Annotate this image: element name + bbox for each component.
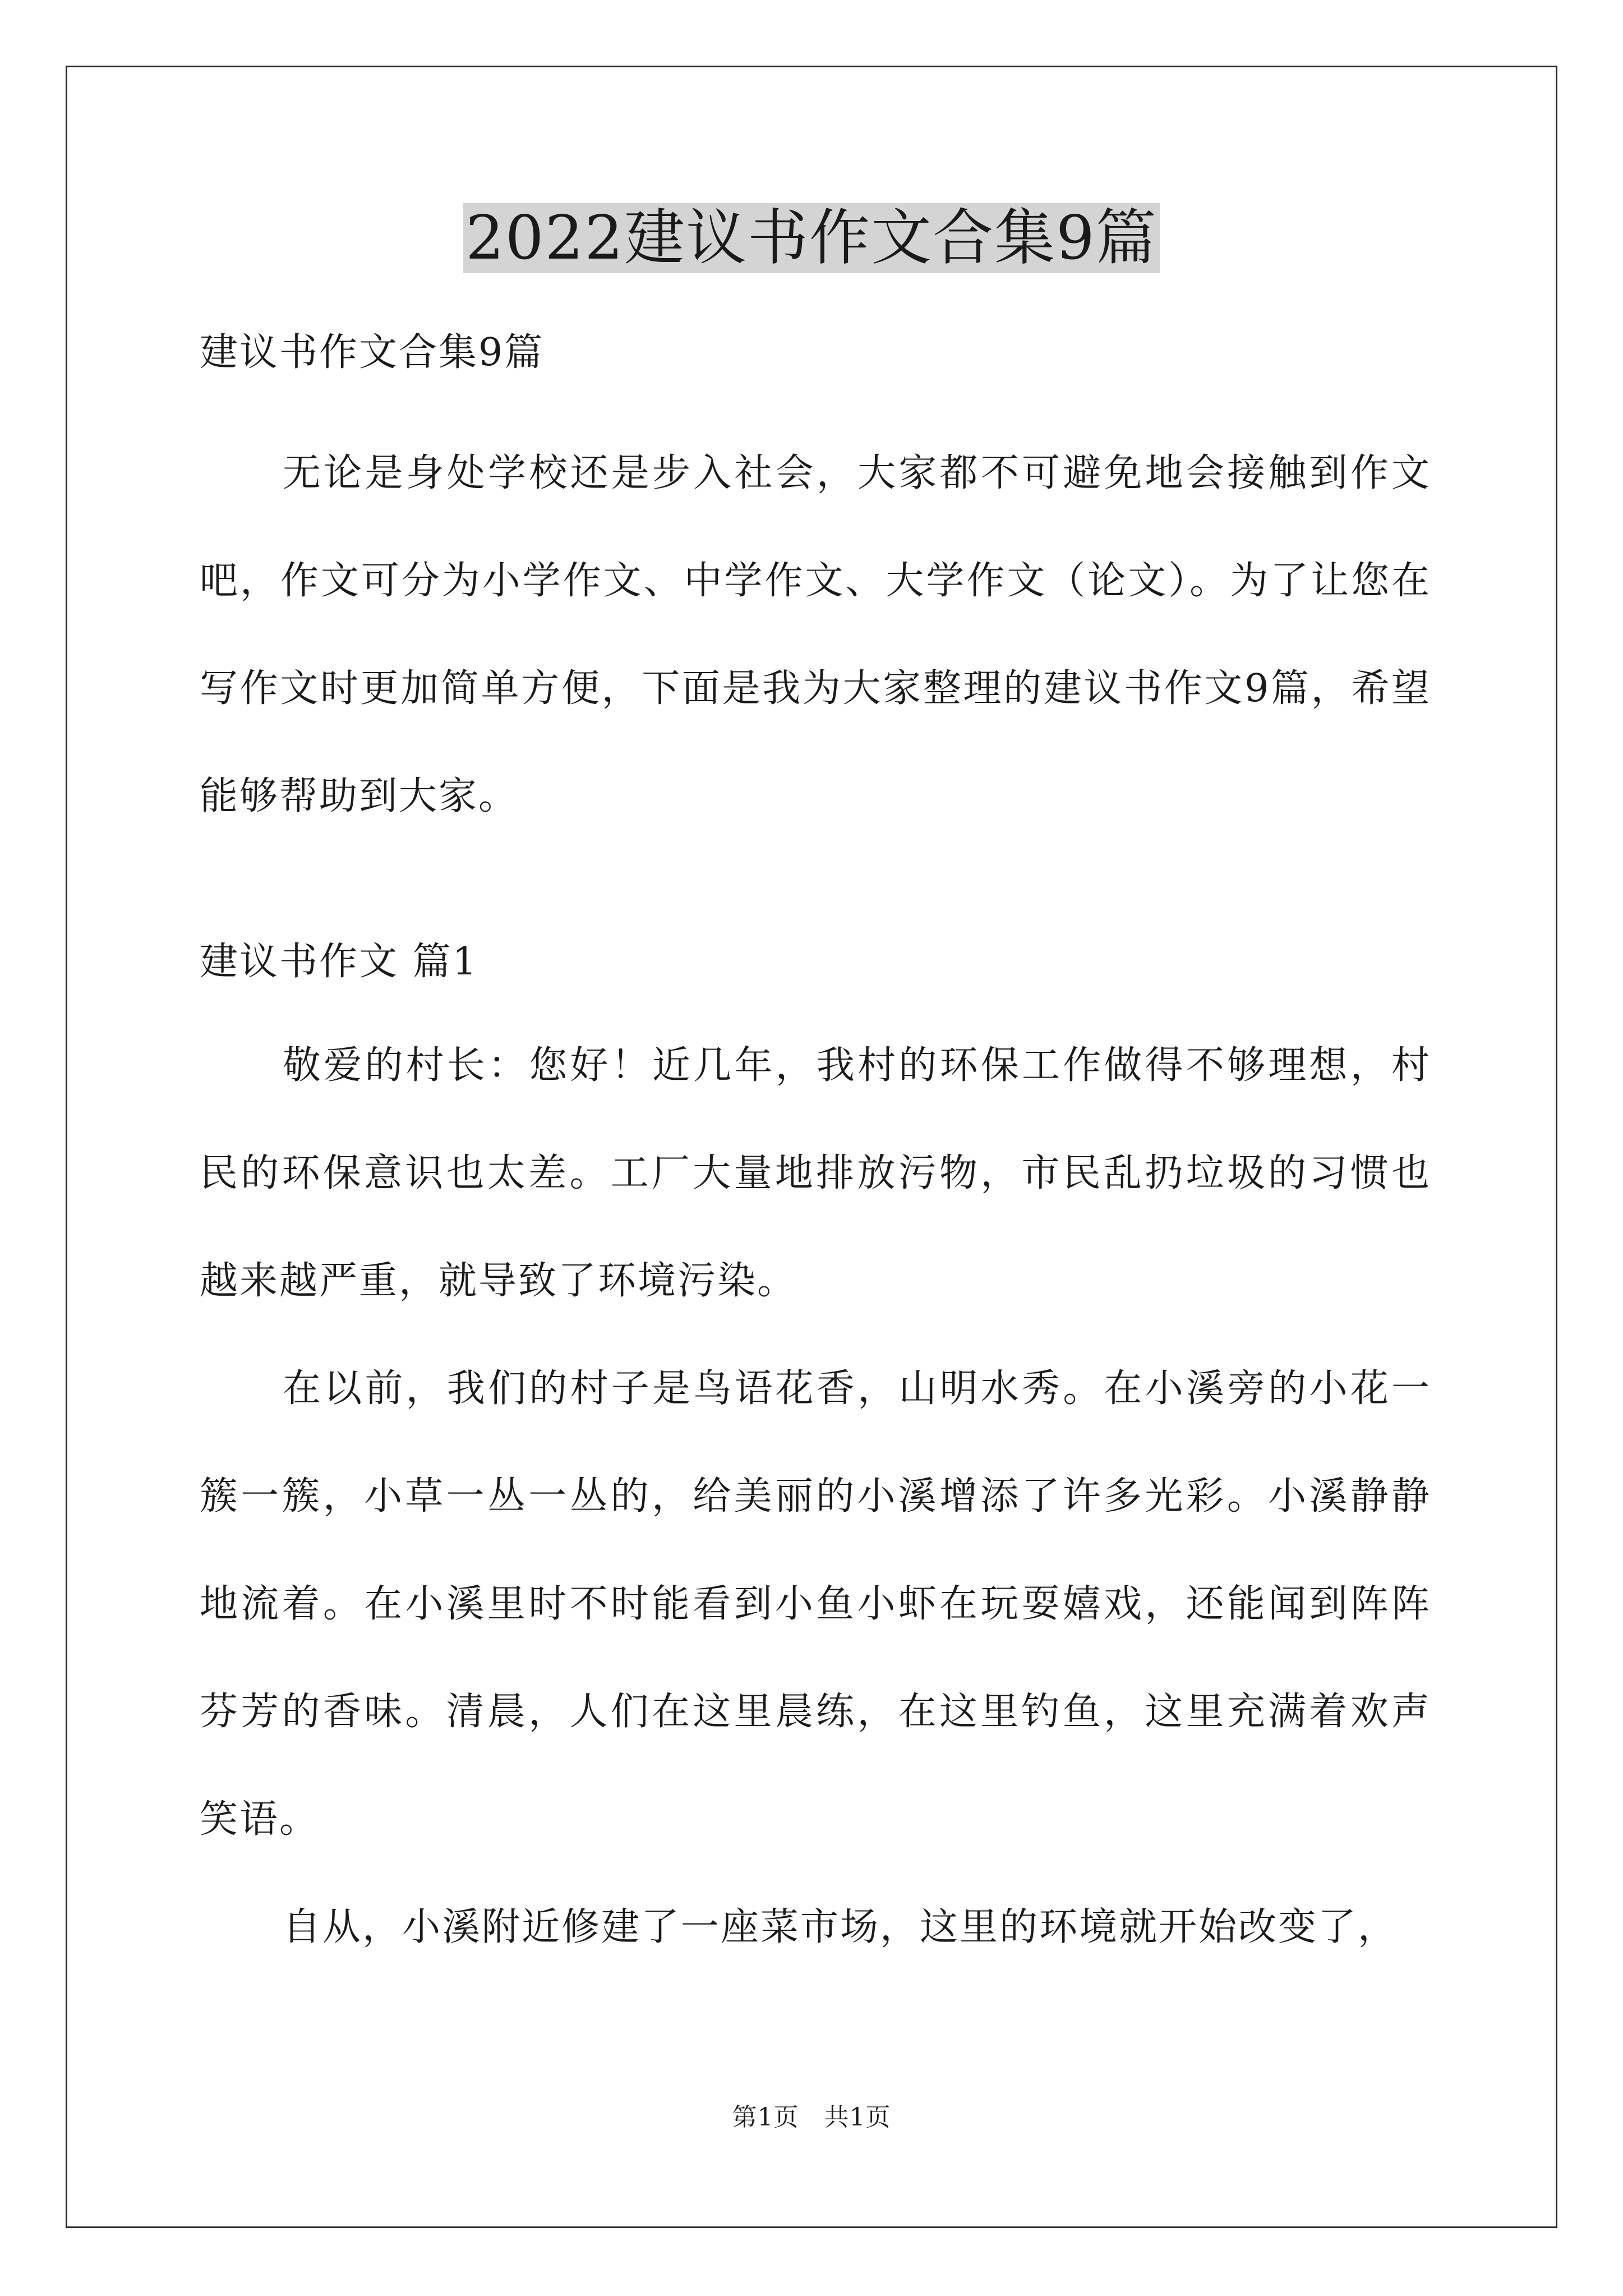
body-paragraph: 敬爱的村长：您好！近几年，我村的环保工作做得不够理想，村民的环保意识也太差。工厂大量地排放污物，市民乱扔垃圾的习惯也越来越严重，就导致了环境污染。 [200,1043,1431,1303]
document-body [200,314,1431,1981]
page-footer: 第1页 共1页 [732,2103,891,2132]
body-paragraph: 自从，小溪附近修建了一座菜市场，这里的环境就开始改变了， [283,1905,1398,1949]
document-title [0,199,1623,278]
intro-paragraph: 无论是身处学校还是步入社会，大家都不可避免地会接触到作文吧，作文可分为小学作文、中学作文、大学作文（论文）。为了让您在写作文时更加简单方便，下面是我为大家整理的建议书作文9篇，希望能够帮助到大家。 [200,451,1431,818]
document-title-text: 2022建议书作文合集9篇 [463,203,1160,273]
body-paragraph: 在以前，我们的村子是鸟语花香，山明水秀。在小溪旁的小花一簇一簇，小草一丛一丛的，给美丽的小溪增添了许多光彩。小溪静静地流着。在小溪里时不时能看到小鱼小虾在玩耍嬉戏，还能闻到阵阵芬芳的香味。清晨，人们在这里晨练，在这里钓鱼，这里充满着欢声笑语。 [200,1366,1431,1842]
section-heading: 建议书作文 篇1 [200,940,478,984]
document-subtitle: 建议书作文合集9篇 [200,330,545,375]
